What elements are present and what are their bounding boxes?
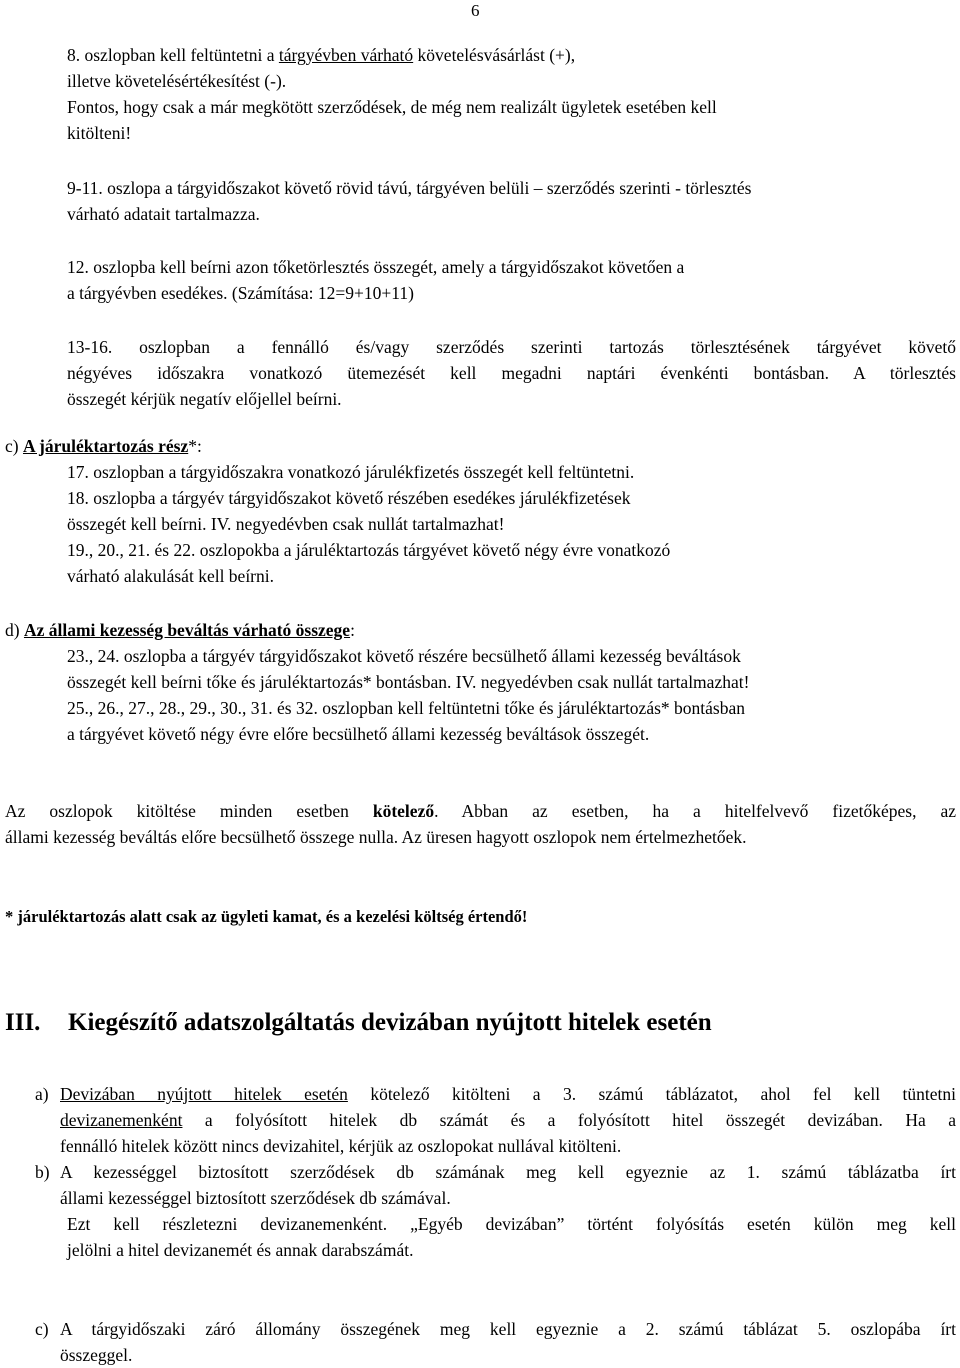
text-line: összegét kell beírni. IV. negyedévben csak nullát tartalmazhat! [67,514,505,534]
paragraph-column-13-16 [67,334,956,412]
text-line: 23., 24. oszlopba a tárgyév tárgyidőszakot követő részére becsülhető állami kezesség beváltások [67,646,741,666]
text-line: Fontos, hogy csak a már megkötött szerződések, de még nem realizált ügyletek esetében kell [67,97,717,117]
text-line: 17. oszlopban a tárgyidőszakra vonatkozó járulékfizetés összegét kell feltüntetni. [67,462,635,482]
section-d-heading: d) Az állami kezesség beváltás várható összege: [5,620,355,640]
item-b-detail [67,1211,956,1263]
text-line: 25., 26., 27., 28., 29., 30., 31. és 32. oszlopban kell feltüntetni tőke és járuléktartozás* bontásban [67,698,745,718]
text-line: összeggel. [60,1345,133,1365]
text-line: Az oszlopok kitöltése minden esetben kötelező. Abban az esetben, ha a hitelfelvevő fizetőképes, az [5,801,956,821]
text-line: fennálló hitelek között nincs devizahitel, kérjük az oszlopokat nullával kitölteni. [60,1136,622,1156]
text-line: kitölteni! [67,123,132,143]
item-b-body [60,1159,956,1211]
text-line: 9-11. oszlopa a tárgyidőszakot követő rövid távú, tárgyéven belüli – szerződés szerinti - törlesztés [67,178,752,198]
section-d-body [67,643,749,747]
text-line: Devizában nyújtott hitelek esetén kötelező kitölteni a 3. számú táblázatot, ahol fel kell tüntetni [60,1084,956,1104]
item-a-marker: a) [35,1084,49,1104]
text-line: illetve követelésértékesítést (-). [67,71,287,91]
text-line: várható alakulását kell beírni. [67,566,275,586]
text-line: 18. oszlopba a tárgyév tárgyidőszakot követő részében esedékes járulékfizetések [67,488,631,508]
section-3-number: III. [5,1009,41,1036]
text-line: állami kezességgel biztosított szerződések db számával. [60,1188,451,1208]
footnote: * járuléktartozás alatt csak az ügyleti kamat, és a kezelési költség értendő! [5,907,528,926]
paragraph-column-9-11 [67,175,751,227]
text-line: várható adatait tartalmazza. [67,204,260,224]
text-line: 19., 20., 21. és 22. oszlopokba a járuléktartozás tárgyévet követő négy évre vonatkozó [67,540,671,560]
text-line: a tárgyévet követő négy évre előre becsülhető állami kezesség beváltások összegét. [67,724,650,744]
text-line: jelölni a hitel devizanemét és annak darabszámát. [67,1240,414,1260]
item-c-marker: c) [35,1319,49,1339]
text-line: Ezt kell részletezni devizanemenként. „Egyéb devizában” történt folyósítás esetén külön meg kell [67,1214,956,1234]
section-3-title: Kiegészítő adatszolgáltatás devizában nyújtott hitelek esetén [68,1009,712,1036]
text-line: összegét kérjük negatív előjellel beírni. [67,389,342,409]
section-c-body [67,459,670,589]
paragraph-column-8 [67,42,717,146]
page-number: 6 [471,1,480,20]
text-line: 13-16. oszlopban a fennálló és/vagy szerződés szerinti tartozás törlesztésének tárgyévet követő [67,337,956,357]
text-line: összegét kell beírni tőke és járuléktartozás* bontásban. IV. negyedévben csak nullát tartalmazhat! [67,672,750,692]
text-line: A tárgyidőszaki záró állomány összegének meg kell egyeznie a 2. számú táblázat 5. oszlopába írt [60,1319,956,1339]
text-line: A kezességgel biztosított szerződések db számának meg kell egyeznie az 1. számú táblázatba írt [60,1162,956,1182]
text-line: négyéves időszakra vonatkozó ütemezését kell megadni naptári évenkénti bontásban. A törlesztés [67,363,956,383]
text-line: 8. oszlopban kell feltüntetni a tárgyévben várható követelésvásárlást (+), [67,45,576,65]
paragraph-column-12 [67,254,684,306]
paragraph-mandatory [5,798,956,850]
text-line: állami kezesség beváltás előre becsülhető összege nulla. Az üresen hagyott oszlopok nem értelmezhetőek. [5,827,747,847]
text-line: a tárgyévben esedékes. (Számítása: 12=9+10+11) [67,283,414,303]
text-line: devizanemenként a folyósított hitelek db számát és a folyósított hitel összegét devizában. Ha a [60,1110,956,1130]
item-c-body [60,1316,956,1368]
section-3-heading [5,1006,712,1040]
section-c-heading: c) A járuléktartozás rész*: [5,436,202,456]
item-a-body [60,1081,956,1159]
item-b-marker: b) [35,1162,50,1182]
text-line: 12. oszlopba kell beírni azon tőketörlesztés összegét, amely a tárgyidőszakot követően a [67,257,685,277]
